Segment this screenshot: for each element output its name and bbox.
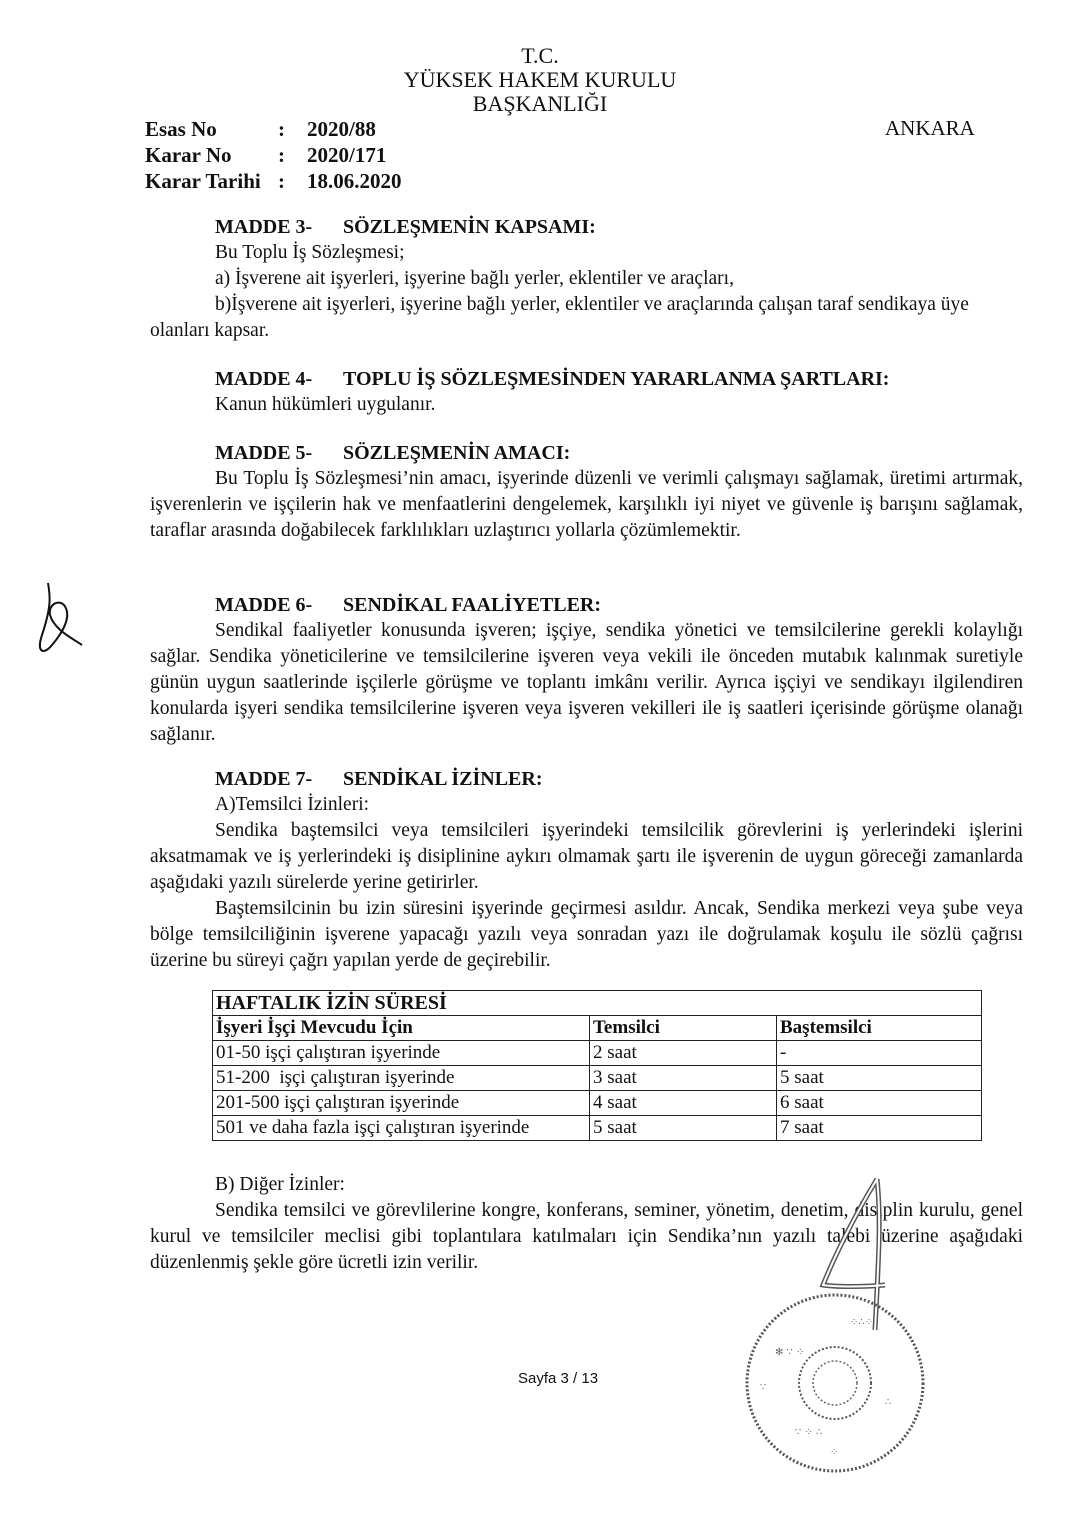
article-heading: TOPLU İŞ SÖZLEŞMESİNDEN YARARLANMA ŞARTLARI:	[343, 368, 890, 390]
table-caption: HAFTALIK İZİN SÜRESİ	[213, 991, 982, 1016]
header-presidency: BAŞKANLIĞI	[472, 91, 608, 116]
table-cell: 01-50 işçi çalıştıran işyerinde	[213, 1041, 590, 1066]
article-title	[215, 592, 1023, 618]
table-caption-row	[213, 991, 982, 1016]
paragraph: Sendikal faaliyetler konusunda işveren; işçiye, sendika yönetici ve temsilcilerine gerekli kolaylığı sağlar. Sendika yöneticilerine ve temsilcilerine işveren veya vekili ile önceden mutabık kalınmak suretiyle günün uygun saatlerinde işçilerle görüşme ve toplantı imkânı verilir. Ayrıca işçiyi ve sendikayı ilgilendiren konularda işyeri sendika temsilcilerine işveren veya işveren vekilleri ile iş saatleri içerisinde görüşme olanağı sağlanır.	[150, 620, 1023, 745]
paragraph: Bu Toplu İş Sözleşmesi’nin amacı, işyerinde düzenli ve verimli çalışmayı sağlamak, üretimi artırmak, işverenlerin ve işçilerin hak ve menfaatlerini dengelemek, karşılıklı iyi niyet ve güvenle iş barışını sağlamak, taraflar arasında doğabilecek farklılıkları uzlaştırıcı yollarla çözümlemektir.	[150, 468, 1023, 541]
header-institution: YÜKSEK HAKEM KURULU	[403, 67, 677, 92]
column-header: Baştemsilci	[777, 1016, 982, 1041]
table-cell: 2 saat	[590, 1041, 777, 1066]
meta-sep: :	[278, 169, 285, 193]
meta-label: Karar No	[145, 143, 232, 167]
header-tc: T.C.	[521, 43, 559, 68]
column-header: Temsilci	[590, 1016, 777, 1041]
table-cell: 201-500 işçi çalıştıran işyerinde	[213, 1091, 590, 1116]
paragraph: Baştemsilcinin bu izin süresini işyerinde geçirmesi asıldır. Ancak, Sendika merkezi veya şube veya bölge temsilciliğinin işverene yapacağı yazılı veya sonradan yazı ile doğrulamak koşulu ile sözlü çağrısı üzerine bu süreyi çağrı yapılan yerde de geçirebilir.	[150, 898, 1023, 971]
table-cell: 501 ve daha fazla işçi çalıştıran işyerinde	[213, 1116, 590, 1141]
article-heading: SÖZLEŞMENİN AMACI:	[343, 442, 571, 464]
meta-value: 2020/171	[307, 143, 387, 167]
table-cell: 6 saat	[777, 1091, 982, 1116]
meta-label: Esas No	[145, 117, 217, 141]
svg-text:∵ ⁘ ∴: ∵ ⁘ ∴	[795, 1427, 823, 1438]
paragraph: b)İşverene ait işyerleri, işyerine bağlı yerler, eklentiler ve araçlarında çalışan taraf sendikaya üye olanları kapsar.	[150, 294, 969, 341]
subsection-heading: A)Temsilci İzinleri:	[215, 794, 370, 815]
article-number: MADDE 6-	[215, 594, 313, 616]
svg-text:✻ ∵ ⁘: ✻ ∵ ⁘	[775, 1347, 805, 1358]
meta-sep: :	[278, 143, 285, 167]
article-heading: SENDİKAL İZİNLER:	[343, 768, 543, 790]
svg-text:∴: ∴	[885, 1397, 892, 1408]
article-title	[215, 366, 1023, 392]
table-cell: 5 saat	[777, 1066, 982, 1091]
table-cell: 5 saat	[590, 1116, 777, 1141]
svg-text:⁘: ⁘	[830, 1447, 839, 1458]
article-number: MADDE 5-	[215, 442, 313, 464]
svg-text:∵: ∵	[760, 1382, 767, 1393]
paragraph: Bu Toplu İş Sözleşmesi;	[215, 242, 405, 263]
article-heading: SENDİKAL FAALİYETLER:	[343, 594, 602, 616]
article-number: MADDE 3-	[215, 216, 313, 238]
page-number: Sayfa 3 / 13	[518, 1370, 599, 1387]
table-cell: 51-200 işçi çalıştıran işyerinde	[213, 1066, 590, 1091]
article-title	[215, 440, 1023, 466]
svg-text:⁘∴⁘: ⁘∴⁘	[850, 1317, 874, 1328]
paragraph: a) İşverene ait işyerleri, işyerine bağlı yerler, eklentiler ve araçları,	[215, 268, 734, 289]
meta-label: Karar Tarihi	[145, 169, 261, 193]
article-title	[215, 766, 1023, 792]
weekly-leave-table	[212, 990, 982, 1141]
paragraph: Sendika temsilci ve görevlilerine kongre, konferans, seminer, yönetim, denetim, disiplin kurulu, genel kurul ve temsilciler meclisi gibi toplantılara katılmaları için Sendika’nın yazılı talebi üzerine aşağıdaki düzenlenmiş şekle göre ücretli izin verilir.	[150, 1200, 1023, 1273]
meta-value: 2020/88	[307, 117, 376, 141]
table-cell: -	[777, 1041, 982, 1066]
meta-sep: :	[278, 117, 285, 141]
article-5	[150, 440, 1023, 544]
article-heading: SÖZLEŞMENİN KAPSAMI:	[343, 216, 596, 238]
article-7	[150, 766, 1023, 974]
paragraph: Kanun hükümleri uygulanır.	[215, 394, 436, 415]
table-row	[213, 1041, 982, 1066]
article-title	[215, 214, 1023, 240]
article-number: MADDE 4-	[215, 368, 313, 390]
table-row	[213, 1066, 982, 1091]
table-cell: 4 saat	[590, 1091, 777, 1116]
article-number: MADDE 7-	[215, 768, 313, 790]
subsection-heading: B) Diğer İzinler:	[215, 1174, 345, 1195]
table-cell: 7 saat	[777, 1116, 982, 1141]
article-3	[150, 214, 1023, 344]
table-cell: 3 saat	[590, 1066, 777, 1091]
handwritten-signature-icon	[30, 575, 100, 665]
meta-value: 18.06.2020	[307, 169, 402, 193]
table-header-row	[213, 1016, 982, 1041]
table-row	[213, 1091, 982, 1116]
article-6	[150, 592, 1023, 748]
header-city: ANKARA	[885, 116, 975, 140]
table-row	[213, 1116, 982, 1141]
column-header: İşyeri İşçi Mevcudu İçin	[213, 1016, 590, 1041]
paragraph: Sendika baştemsilci veya temsilcileri işyerindeki temsilcilik görevlerini iş yerlerindeki işlerini aksatmamak ve iş yerlerindeki iş disiplinine aykırı olmamak şartı ile işverenin de uygun göreceği zamanlarda aşağıdaki yazılı sürelerde yerine getirirler.	[150, 820, 1023, 893]
article-4	[150, 366, 1023, 418]
official-round-stamp-icon	[735, 1285, 935, 1485]
